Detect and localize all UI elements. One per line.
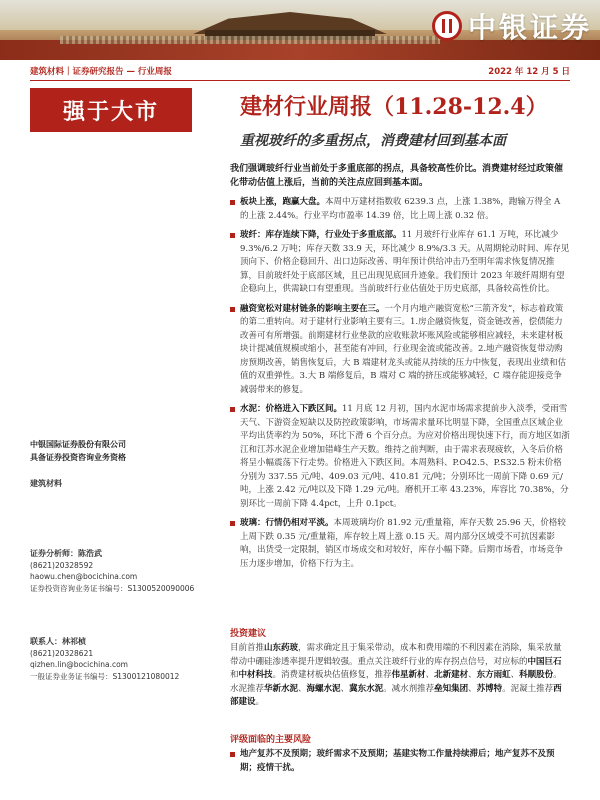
report-intro: 我们强调玻纤行业当前处于多重底部的拐点，具备较高性价比。消费建材经过政策催化带动估值上涨后，当前的关注点应回到基本面。	[230, 164, 564, 188]
contact-email[interactable]: qizhen.lin@bocichina.com	[30, 660, 128, 669]
report-meta-bar	[30, 62, 570, 80]
risk-heading: 评级面临的主要风险	[230, 735, 312, 745]
report-date: 2022 年 12 月 5 日	[488, 67, 570, 77]
bullet-lead: 水泥：价格进入下跌区间。	[240, 404, 343, 414]
report-subtitle: 重视玻纤的多重拐点，消费建材回到基本面	[240, 133, 506, 149]
bullet-item	[230, 303, 570, 398]
org-qualification: 具备证券投资咨询业务资格	[30, 453, 126, 462]
brand-name: 中银证券	[467, 11, 592, 44]
invest-heading: 投资建议	[230, 629, 267, 639]
invest-text: 目前首推山东药玻，需求确定且于集采带动，成本和费用端的不利因素在消除，集采放量带动中硼硅渗透率提升逻辑较强。重点关注玻纤行业的库存拐点信号，对应标的中国巨石和中材科技。消费建材板块估值修复，推荐伟星新材、北新建材、东方雨虹、科顺股份。水泥推荐华新水泥、海螺水泥、冀东水泥。减水剂推荐垒知集团、苏博特。泥凝土推荐西部建设。	[230, 643, 562, 707]
contact-phone: (8621)20328621	[30, 648, 94, 658]
analyst-role: 证券分析师：	[30, 549, 78, 558]
crowd-image	[60, 36, 440, 44]
org-name: 中银国际证券股份有限公司	[30, 440, 126, 449]
analyst-phone: (8621)20328592	[30, 560, 94, 570]
bullet-lead: 融资宽松对建材链条的影响主要在三。	[240, 303, 385, 314]
bullet-text: 11 月玻纤行业库存 61.1 万吨，环比减少 9.3%/6.2 万吨；库存天数 33.9 天，环比减少 8.9%/3.3 天。从周期轮动时间、库存见顶向下、价格企稳回升、出口边际改善、明年预计供给冲击乃至明年需求恢复情况推算，目前玻纤处于底部区域，且已出现见底回升迹象。我们预计 2023 年玻纤周期有望企稳向上，供需缺口有望重现。当前玻纤行业估值处于历史底部，具备较高性价比。	[240, 230, 570, 294]
bullet-item	[230, 196, 570, 223]
analyst-cert: 证券投资咨询业务证书编号：S1300520090006	[30, 583, 195, 593]
risk-text: 地产复苏不及预期；玻纤需求不及预期；基建实物工作量持续滞后；地产复苏不及预期；疫情干扰。	[230, 748, 570, 775]
bullet-lead: 板块上涨，跑赢大盘。	[240, 197, 326, 207]
bullet-lead: 玻纤：库存连续下降，行业处于多重底部。	[240, 230, 402, 240]
report-category: 建筑材料｜证券研究报告 — 行业周报	[30, 67, 172, 77]
bullet-text: 一个月内地产融资宽松“三箭齐发”，标志着政策的第二重转向。对于建材行业影响主要有三。1.房企融资恢复，资金链改善，偿债能力改善可有所增强。前期建材行业垫款的应收账款坏账风险或能够相应减轻，未来建材板块计提减值规模或缩小，甚至能有冲回，行业现金流或能改善。2.地产融资恢复带动购房预期改善，销售恢复后，大 B 端建材龙头或能从持续的压力中恢复，表现出业绩和估值的双重弹性。3.大 B 端修复后，B 端对 C 端的挤压或能够减轻，C 端存能迎接竞争减弱带来的修复。	[240, 303, 567, 395]
org-info	[30, 438, 210, 464]
header-banner	[0, 0, 600, 60]
analyst-name: 陈浩武	[78, 549, 102, 558]
analyst-card	[30, 548, 194, 594]
boc-logo-icon	[432, 11, 462, 41]
bullet-text: 本周玻璃均价 81.92 元/重量箱，库存天数 25.96 天，价格较上周下跌 0.35 元/重量箱，库存较上周上涨 0.15 天。周内部分区域受不可抗因素影响，出货受一定限制，销区市场成交和对较好，库存小幅下降。后期市场看，市场竞争压力逐步增加，价格下行为主。	[240, 518, 566, 569]
contact-card	[30, 636, 179, 682]
bullet-text: 11 月底 12 月初，国内水泥市场需求提前步入淡季，受雨雪天气、下游资金短缺以及防控政策影响，市场需求量环比明显下降，全国重点区域企业平均出货率约为 50%，环比下滑 6 个百分点。为应对价格出现快速下行，而方地区如浙江和江苏水泥企业增加错峰生产天数。维持之前判断，由于需求表现疲软，入冬后价格将呈小幅震荡下行走势。价格进入下跌区间。本周熟料、P.O42.5、P.S32.5 粉末价格分别为 337.55 元/吨、409.03 元/吨、410.81 元/吨；分别环比一周前下降 0.69 元/吨，上涨 2.42 元/吨以及下降 1.29 元/吨。磨机开工率 43.23%，库容比 70.38%，分别环比一周前下降 4.4pct，上升 0.1pct。	[240, 404, 570, 509]
contact-role: 联系人：	[30, 637, 62, 646]
brand-logo	[432, 6, 592, 46]
bullet-item	[230, 229, 570, 297]
bullet-text: 本周中万建材指数收 6239.3 点，上涨 1.38%，跑输万得全 A 的上涨 2.44%。行业平均市盈率 14.39 倍，比上周上涨 0.32 倍。	[240, 197, 561, 221]
contact-cert: 一般证券业务证书编号：S1300121080012	[30, 671, 180, 681]
meta-divider	[30, 80, 570, 81]
bullet-lead: 玻璃：行情仍相对平淡。	[240, 518, 334, 528]
bullet-item	[230, 517, 570, 571]
report-title: 建材行业周报（11.28-12.4）	[240, 94, 548, 120]
bullet-item	[230, 403, 570, 511]
key-points	[230, 196, 570, 577]
contact-name: 林祁桢	[62, 637, 86, 646]
rating-badge: 强于大市	[30, 88, 192, 132]
sector-label: 建筑材料	[30, 479, 62, 488]
analyst-email[interactable]: haowu.chen@bocichina.com	[30, 572, 138, 581]
